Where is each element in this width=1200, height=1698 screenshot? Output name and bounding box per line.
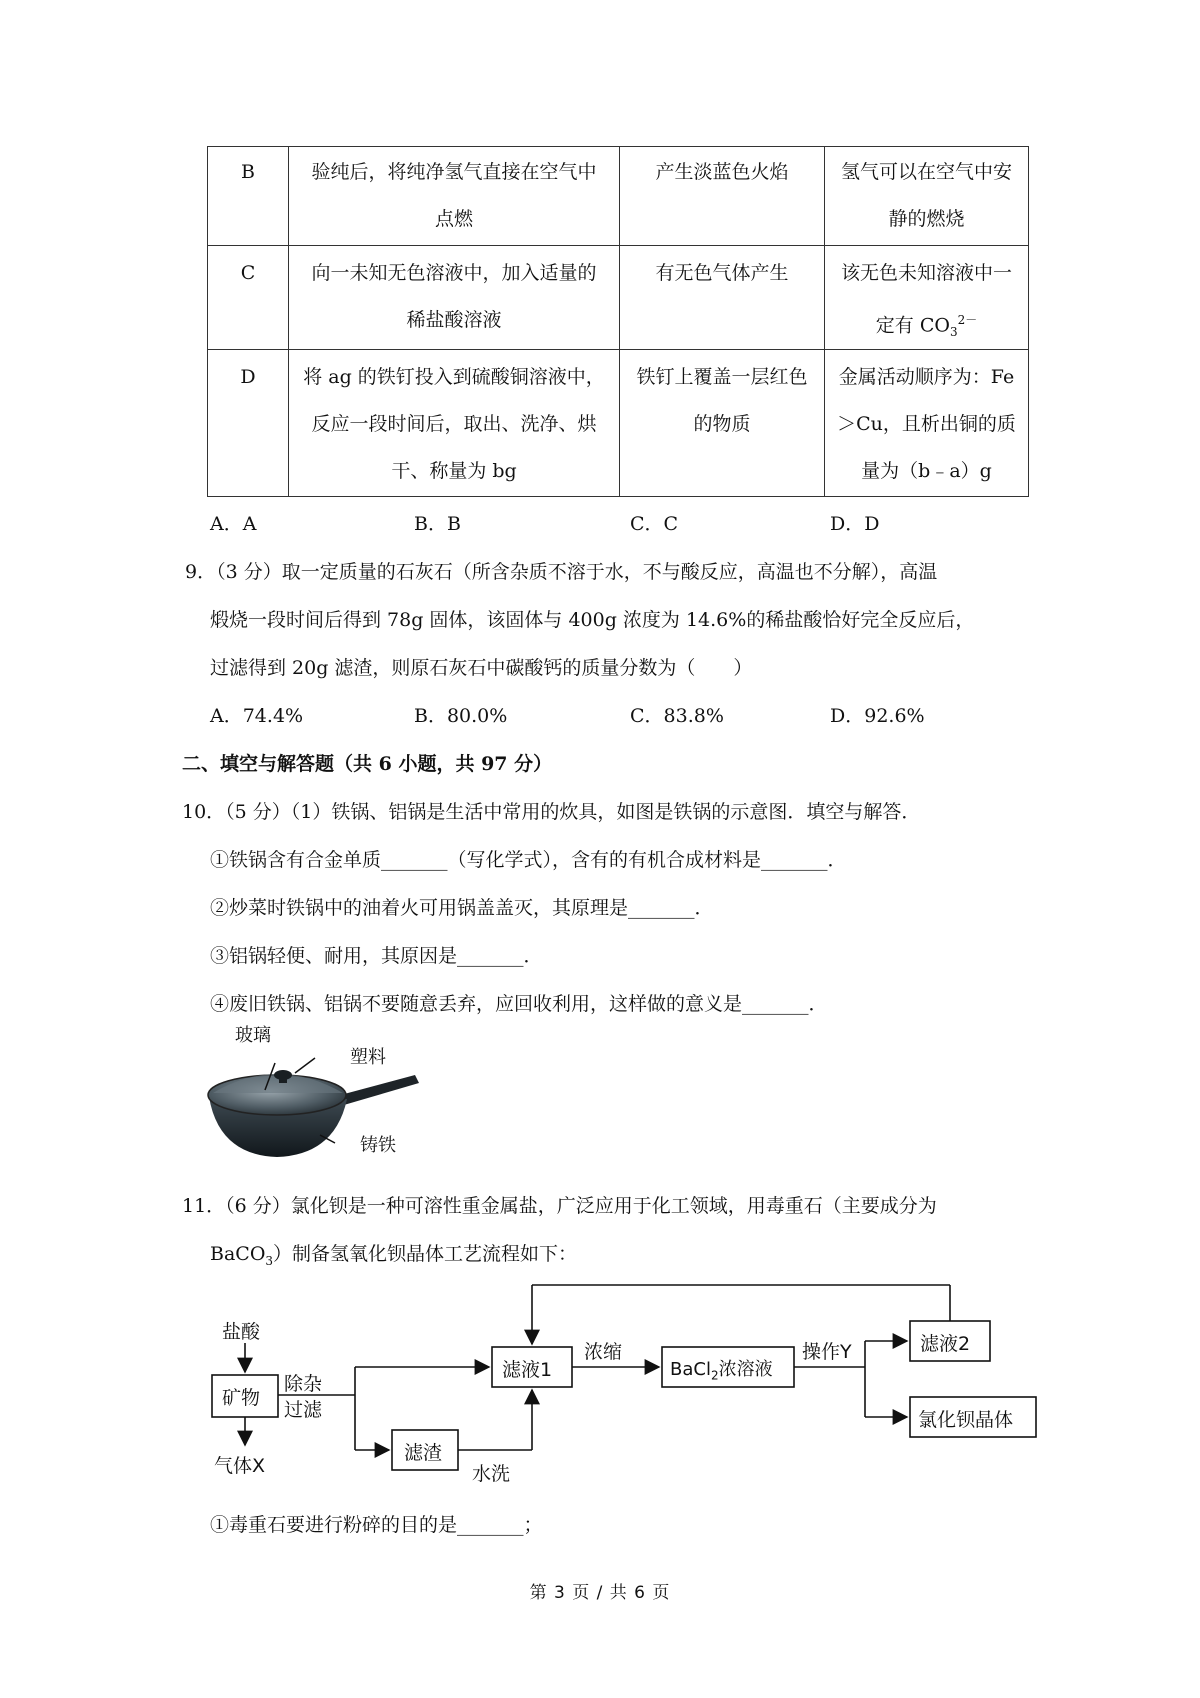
option-d: D．D bbox=[830, 513, 880, 535]
flow-arrows bbox=[200, 1275, 1040, 1495]
operation-text: 验纯后，将纯净氢气直接在空气中 bbox=[311, 161, 597, 183]
label-operation-y: 操作Y bbox=[802, 1341, 852, 1363]
box-filtrate-1: 滤液1 bbox=[502, 1359, 553, 1381]
label-concentrate: 浓缩 bbox=[584, 1341, 623, 1363]
question-9-line: 过滤得到 20g 滤渣，则原石灰石中碳酸钙的质量分数为（ ） bbox=[210, 657, 753, 679]
option-a: A．A bbox=[210, 513, 257, 535]
question-11-line: BaCO$_3$）制备氢氧化钡晶体工艺流程如下： bbox=[210, 1243, 578, 1268]
option-c: C．83.8% bbox=[630, 705, 724, 727]
conclusion-text: ＞Cu，且析出铜的质 bbox=[837, 413, 1016, 435]
phenomenon-text: 的物质 bbox=[693, 413, 751, 435]
row-label: D bbox=[240, 366, 256, 388]
conclusion-text: 量为（b﹣a）g bbox=[861, 460, 992, 482]
box-residue: 滤渣 bbox=[404, 1442, 443, 1464]
box-bacl2-solution: BaCl$_2$浓溶液 bbox=[670, 1359, 773, 1383]
operation-text: 点燃 bbox=[434, 208, 473, 230]
process-flow-diagram bbox=[200, 1275, 1040, 1495]
option-a: A．74.4% bbox=[210, 705, 304, 727]
operation-text: 稀盐酸溶液 bbox=[406, 309, 502, 331]
question-10-sub: ①铁锅含有合金单质_______（写化学式），含有的有机合成材料是_______． bbox=[210, 849, 847, 871]
box-barium-chloride-crystal: 氯化钡晶体 bbox=[918, 1409, 1014, 1431]
label-hydrochloric-acid: 盐酸 bbox=[222, 1321, 261, 1343]
label-water-wash: 水洗 bbox=[472, 1463, 511, 1485]
label-filter: 过滤 bbox=[284, 1399, 323, 1421]
label-remove-impurity: 除杂 bbox=[284, 1373, 323, 1395]
operation-text: 将 ag 的铁钉投入到硫酸铜溶液中， bbox=[303, 366, 605, 388]
option-b: B．80.0% bbox=[414, 705, 508, 727]
box-ore: 矿物 bbox=[222, 1387, 261, 1409]
option-c: C．C bbox=[630, 513, 679, 535]
label-cast-iron: 铸铁 bbox=[360, 1135, 396, 1156]
row-label: B bbox=[241, 161, 255, 183]
conclusion-text: 金属活动顺序为：Fe bbox=[838, 366, 1015, 388]
question-11-line: 11．（6 分）氯化钡是一种可溶性重金属盐，广泛应用于化工领域，用毒重石（主要成分为 bbox=[182, 1195, 937, 1217]
conclusion-text: 静的燃烧 bbox=[888, 208, 965, 230]
row-label: C bbox=[240, 262, 256, 284]
wok-figure bbox=[205, 1025, 435, 1165]
question-10-sub: ④废旧铁锅、铝锅不要随意丢弃，应回收利用，这样做的意义是_______． bbox=[210, 993, 828, 1015]
question-11-sub: ①毒重石要进行粉碎的目的是_______； bbox=[210, 1514, 543, 1536]
phenomenon-text: 有无色气体产生 bbox=[655, 262, 789, 284]
phenomenon-text: 产生淡蓝色火焰 bbox=[655, 161, 789, 183]
section-title: 二、填空与解答题（共 6 小题，共 97 分） bbox=[182, 753, 553, 775]
operation-text: 向一未知无色溶液中，加入适量的 bbox=[311, 262, 597, 284]
box-filtrate-2: 滤液2 bbox=[920, 1333, 971, 1355]
operation-text: 反应一段时间后，取出、洗净、烘 bbox=[311, 413, 597, 435]
phenomenon-text: 铁钉上覆盖一层红色 bbox=[636, 366, 808, 388]
label-gas-x: 气体X bbox=[214, 1455, 266, 1477]
question-9-line: 煅烧一段时间后得到 78g 固体，该固体与 400g 浓度为 14.6%的稀盐酸恰好完全反应后， bbox=[210, 609, 975, 631]
conclusion-text: 氢气可以在空气中安 bbox=[840, 161, 1012, 183]
question-10-sub: ②炒菜时铁锅中的油着火可用锅盖盖灭，其原理是_______． bbox=[210, 897, 714, 919]
operation-text: 干、称量为 bg bbox=[391, 460, 517, 482]
page-footer: 第 3 页 / 共 6 页 bbox=[529, 1583, 671, 1603]
conclusion-text: 该无色未知溶液中一 bbox=[840, 262, 1012, 284]
question-9-line: 9．（3 分）取一定质量的石灰石（所含杂质不溶于水，不与酸反应，高温也不分解），高温 bbox=[185, 561, 938, 583]
question-10-sub: ③铝锅轻便、耐用，其原因是_______． bbox=[210, 945, 543, 967]
option-b: B．B bbox=[414, 513, 461, 535]
question-10-line: 10．（5 分）（1）铁锅、铝锅是生活中常用的炊具，如图是铁锅的示意图．填空与解答． bbox=[182, 801, 921, 823]
conclusion-formula: 定有 $CO_3^{2-}$ bbox=[875, 313, 978, 340]
option-d: D．92.6% bbox=[830, 705, 925, 727]
label-glass: 玻璃 bbox=[235, 1025, 271, 1046]
experiment-table bbox=[207, 146, 1029, 497]
label-plastic: 塑料 bbox=[350, 1047, 386, 1068]
